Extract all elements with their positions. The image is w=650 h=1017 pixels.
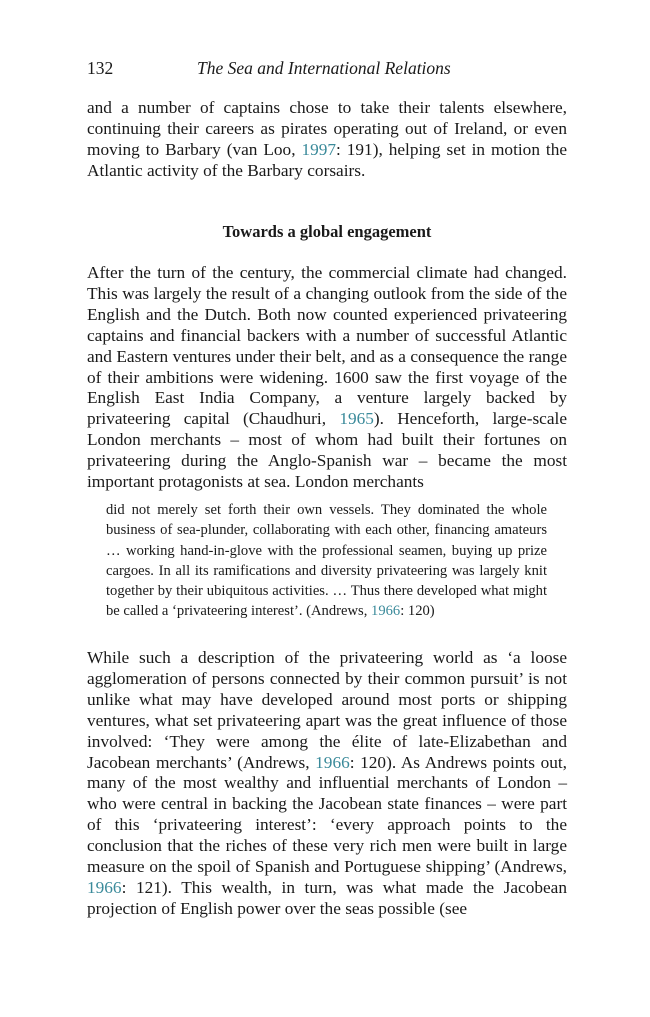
quote-text: : 120) (400, 603, 435, 620)
block-quote (106, 500, 547, 622)
citation-link[interactable]: 1966 (87, 877, 122, 897)
running-head (87, 57, 567, 79)
paragraph-text: : 120). As Andrews points out, many of the most wealthy and influential merchants of London – who were central in backing the Jacobean state finances – were part of this ‘privateering interest’: ‘every approach points to the conclusion that the riches of these very rich men were built in large measure on the spoil of Spanish and Portuguese shipping’ (Andrews, (87, 752, 567, 877)
page-number: 132 (87, 58, 114, 78)
citation-link[interactable]: 1997 (301, 139, 337, 159)
paragraph-text: and a number of captains chose to take their talents elsewhere, continuing their careers as pirates operating out of Ireland, or even moving to Barbary (van Loo, (87, 98, 567, 159)
section-heading: Towards a global engagement (222, 222, 432, 241)
quote-text: did not merely set forth their own vessels. They dominated the whole business of sea-plunder, collaborating with each other, financing amateurs … working hand-in-glove with the professional seamen, buying up prize cargoes. In all its ramifications and diversity privateering was largely knit together by their ubiquitous activities. … Thus there developed what might be called a ‘privateering interest’. (Andrews, (106, 502, 547, 620)
citation-link[interactable]: 1966 (315, 752, 350, 772)
paragraph (87, 263, 567, 493)
running-title: The Sea and International Relations (197, 58, 451, 78)
paragraph-text: While such a description of the privateering world as ‘a loose agglomeration of persons connected by their common pursuit’ is not unlike what may have developed around most ports or shipping ventures, what set privateering apart was the great influence of those involved: ‘They were among the élite of late-Elizabethan and Jacobean merchants’ (Andrews, (87, 648, 567, 772)
paragraph-text: : 191), helping set in motion the Atlantic activity of the Barbary corsairs. (87, 139, 568, 180)
paragraph-text: ). Henceforth, large-scale London merchants – most of whom had built their fortunes on privateering during the Anglo-Spanish war – became the most important protagonists at sea. London merchants (87, 409, 567, 492)
citation-link[interactable]: 1965 (339, 409, 374, 429)
paragraph-text: : 121). This wealth, in turn, was what made the Jacobean projection of English power over the seas possible (see (87, 877, 567, 918)
paragraph-text: After the turn of the century, the commercial climate had changed. This was largely the result of a changing outlook from the side of the English and the Dutch. Both now counted experienced privateering captains and financial backers with a number of successful Atlantic and Eastern ventures under their belt, and as a consequence the range of their ambitions were widening. 1600 saw the first voyage of the English East India Company, a venture largely backed by privateering capital (Chaudhuri, (87, 263, 567, 429)
paragraph (87, 98, 567, 182)
citation-link[interactable]: 1966 (371, 603, 401, 620)
paragraph (87, 648, 567, 920)
